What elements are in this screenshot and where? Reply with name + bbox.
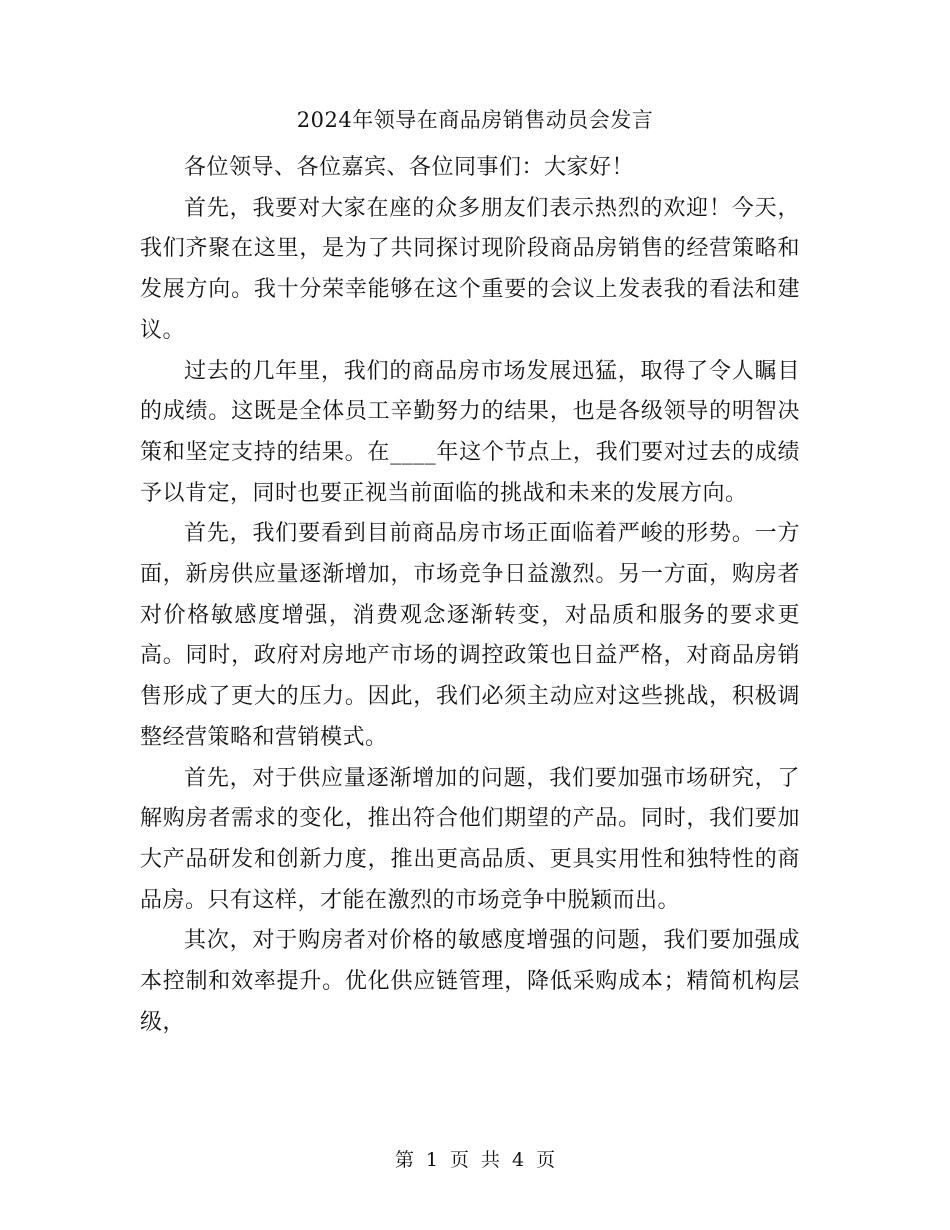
- page-footer: 第 1 页 共 4 页: [394, 1149, 556, 1171]
- paragraph: 首先，我们要看到目前商品房市场正面临着严峻的形势。一方面，新房供应量逐渐增加，市场竞争日益激烈。另一方面，购房者对价格敏感度增强，消费观念逐渐转变，对品质和服务的要求更高。同时，政府对房地产市场的调控政策也日益严格，对商品房销售形成了更大的压力。因此，我们必须主动应对这些挑战，积极调整经营策略和营销模式。: [140, 521, 800, 750]
- paragraph-greeting: 各位领导、各位嘉宾、各位同事们：大家好！: [184, 155, 635, 180]
- page-title: 2024年领导在商品房销售动员会发言: [296, 108, 654, 132]
- paragraph: 首先，对于供应量逐渐增加的问题，我们要加强市场研究，了解购房者需求的变化，推出符合他们期望的产品。同时，我们要加大产品研发和创新力度，推出更高品质、更具实用性和独特性的商品房。只有这样，才能在激烈的市场竞争中脱颖而出。: [140, 765, 800, 913]
- paragraph: 过去的几年里，我们的商品房市场发展迅猛，取得了令人瞩目的成绩。这既是全体员工辛勤努力的结果，也是各级领导的明智决策和坚定支持的结果。在____年这个节点上，我们要对过去的成绩予以肯定，同时也要正视当前面临的挑战和未来的发展方向。: [140, 358, 800, 506]
- paragraph: 其次，对于购房者对价格的敏感度增强的问题，我们要加强成本控制和效率提升。优化供应链管理，降低采购成本；精简机构层级，: [140, 928, 800, 1035]
- body-text: [140, 148, 800, 1043]
- paragraph: 首先，我要对大家在座的众多朋友们表示热烈的欢迎！今天，我们齐聚在这里，是为了共同探讨现阶段商品房销售的经营策略和发展方向。我十分荣幸能够在这个重要的会议上发表我的看法和建议。: [140, 195, 800, 343]
